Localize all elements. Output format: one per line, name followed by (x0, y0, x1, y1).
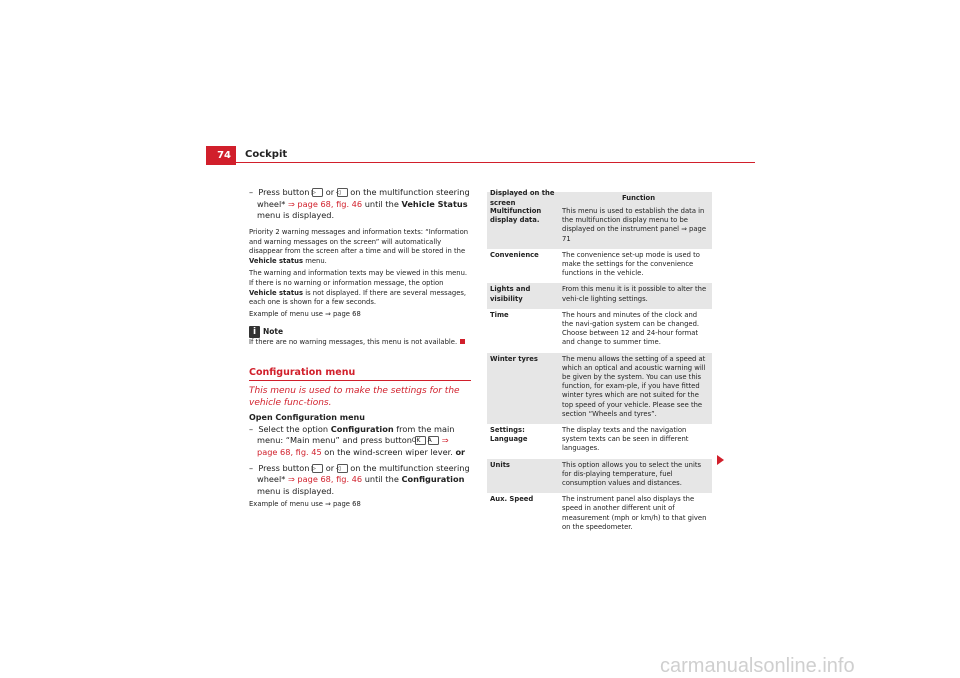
note-heading: i Note (249, 326, 471, 338)
header-function: Function (621, 193, 656, 202)
table-header (487, 189, 712, 207)
watermark: carmanualsonline.info (660, 655, 855, 677)
configuration-subtitle: This menu is used to make the settings for the vehicle func-tions. (249, 386, 460, 408)
step-vehicle-status: – Press button ▷ or ◁ on the multifunction steering wheel* ⇒ page 68, fig. 46 until the Vehicle Status menu is displayed. (249, 187, 470, 221)
table-row: Convenience The convenience set-up mode is used to make the settings for the convenience functions in the vehicle. (490, 250, 700, 278)
section-title: Cockpit (245, 149, 288, 160)
page-link[interactable]: ⇒ page 68, fig. 46 (287, 198, 363, 209)
table-row: Multifunction display data. This menu is used to establish the data in the multifunction display menu to be displayed on the instrument panel ⇒ page 71 (487, 205, 712, 249)
note-icon: i (249, 326, 260, 338)
table-row: Winter tyres The menu allows the setting of a speed at which an optical and acoustic warning will be given by the system. You can use this function, for exam-ple, if you have fitted winter tyres which are not suited for the top speed of your vehicle. Please see the section “Wheels and tyres”. (487, 353, 712, 424)
left-column (249, 187, 471, 510)
example-link: Example of menu use ⇒ page 68 (249, 500, 361, 509)
table-row: Time The hours and minutes of the clock and the navi-gation system can be changed. Choose between 12 and 24-hour format and change to summer time. (490, 310, 700, 347)
a-key-icon: A (428, 436, 439, 445)
table-row: Units This option allows you to select the units for dis-playing temperature, fuel consumption values and distances. (487, 459, 712, 494)
step-configuration-wheel: – Press button ▷ or ◁ on the multifunction steering wheel* ⇒ page 68, fig. 46 until the Configuration menu is displayed. (249, 462, 470, 496)
step-select-configuration: – Select the option Configuration from the main menu: “Main menu” and press button OK A ⇒ page 68, fig. 45 on the wind-screen wiper lever. or (249, 423, 466, 457)
ok-key-icon: OK (415, 436, 426, 445)
header-displayed: Displayed on the screen (490, 189, 555, 207)
page-number: 74 (206, 146, 236, 165)
back-key-icon: ◁ (337, 188, 348, 197)
note-text: If there are no warning messages, this menu is not available. (249, 338, 471, 348)
page-link[interactable]: ⇒ page 68, fig. 45 (257, 435, 449, 457)
table-row: Settings: Language The display texts and the navigation system texts can be seen in different languages. (490, 426, 689, 453)
table-row: Lights and visibility From this menu it is it possible to alter the vehi-cle lighting settings. (487, 283, 712, 308)
next-key-icon: ▷ (312, 464, 323, 473)
header-rule (206, 162, 755, 163)
back-key-icon: ◁ (337, 464, 348, 473)
continue-arrow-icon (717, 455, 724, 465)
table-row: Aux. Speed The instrument panel also displays the speed in another different unit of measurement (mph or km/h) to that given on the speedometer. (490, 495, 707, 531)
paragraph-warning-texts: The warning and information texts may be viewed in this menu. If there is no warning or information message, the option Vehicle status is not displayed. If there are several messages, each one is shown for a few seconds. (249, 268, 468, 307)
section-end-icon (460, 339, 465, 344)
configuration-heading: Configuration menu (249, 368, 471, 382)
open-configuration-heading: Open Configuration menu (249, 413, 365, 423)
configuration-table (487, 189, 712, 537)
example-link: Example of menu use ⇒ page 68 (249, 310, 361, 319)
page-link[interactable]: ⇒ page 68, fig. 46 (287, 474, 363, 485)
paragraph-priority: Priority 2 warning messages and information texts: “Information and warning messages on the screen” will automatically disappear from the screen after a time and will be stored in the Vehicle status menu. (249, 227, 469, 266)
next-key-icon: ▷ (312, 188, 323, 197)
